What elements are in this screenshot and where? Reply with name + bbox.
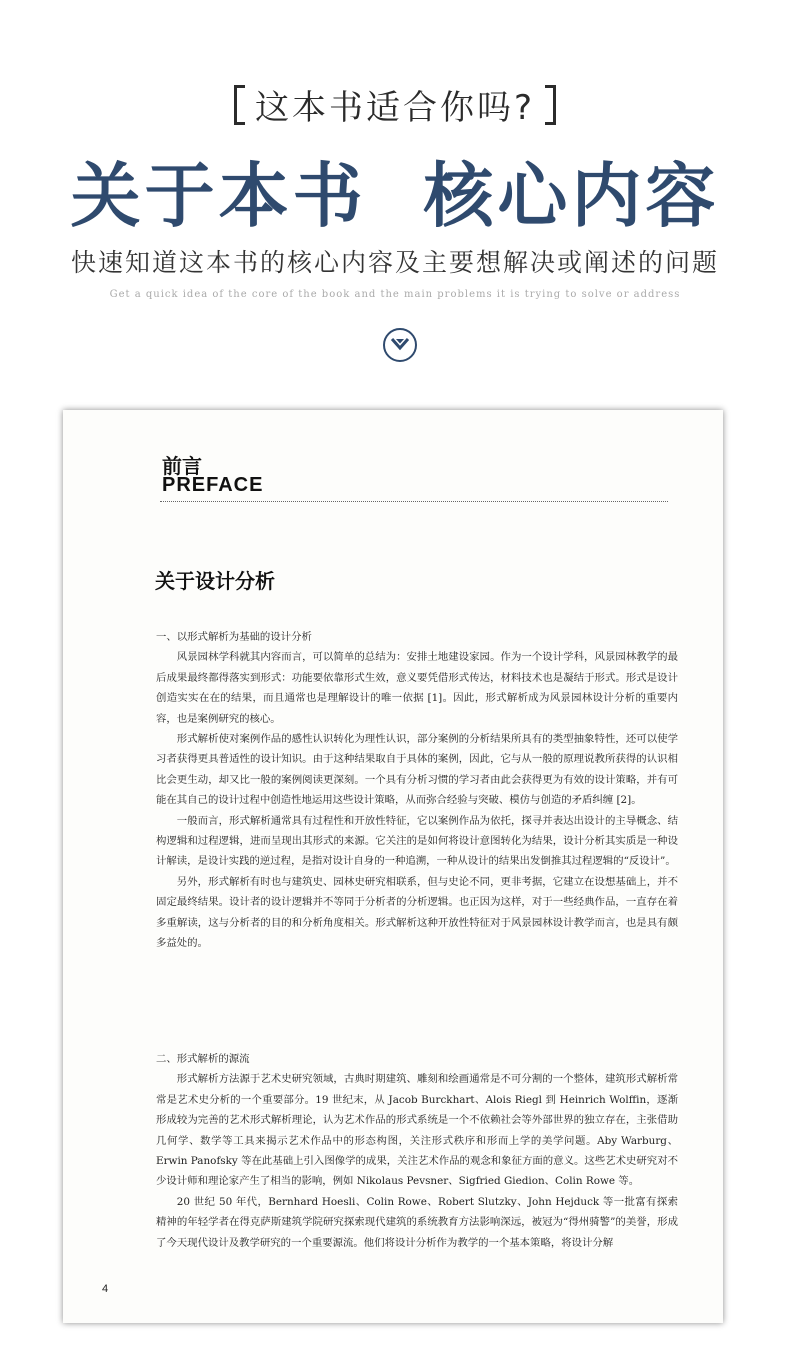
chevron-down-circle-icon[interactable] <box>383 328 417 362</box>
header-tag <box>0 80 790 129</box>
section-1-heading: 一、以形式解析为基础的设计分析 <box>156 631 312 643</box>
chapter-title: 关于设计分析 <box>155 569 275 593</box>
preface-title-cn: 前言 <box>162 454 202 478</box>
subtitle-english: Get a quick idea of the core of the book and the main problems it is trying to solve or address <box>109 289 681 300</box>
section-2 <box>156 1049 678 1253</box>
right-bracket <box>545 85 556 125</box>
book-page <box>63 410 723 1323</box>
header-tag-text: 这本书适合你吗? <box>254 88 536 128</box>
main-title: 关于本书 核心内容 <box>70 154 720 237</box>
section-1-paragraph: 风景园林学科就其内容而言，可以简单的总结为：安排土地建设家园。作为一个设计学科，风景园林教学的最后成果最终都得落实到形式：功能要依靠形式生效，意义要凭借形式传达，材料技术也是凝结于形式。形式是设计创造实实在在的结果，而且通常也是理解设计的唯一依据 [1]。因此，形式解析成为风景园林设计分析的重要内容，也是案例研究的核心。 <box>156 651 678 725</box>
section-2-heading: 二、形式解析的源流 <box>156 1053 250 1065</box>
dotted-divider <box>160 501 668 502</box>
preface-title-en: PREFACE <box>162 474 264 496</box>
page-number: 4 <box>102 1283 109 1295</box>
section-1-paragraph: 另外，形式解析有时也与建筑史、园林史研究相联系，但与史论不同，更非考据，它建立在设想基础上，并不固定最终结果。设计者的设计逻辑并不等同于分析者的分析逻辑。也正因为这样，对于一些经典作品，一直存在着多重解读，这与分析者的目的和分析角度相关。形式解析这种开放性特征对于风景园林设计教学而言，也是具有颇多益处的。 <box>156 875 678 950</box>
section-1-paragraph: 形式解析使对案例作品的感性认识转化为理性认识，部分案例的分析结果所具有的类型抽象特性，还可以使学习者获得更具普适性的设计知识。由于这种结果取自于具体的案例，因此，它与从一般的原理说教所获得的认识相比会更生动，却又比一般的案例阅读更深刻。一个具有分析习惯的学习者由此会获得更为有效的设计策略，并有可能在其自己的设计过程中创造性地运用这些设计策略，从而弥合经验与突破、模仿与创造的矛盾纠缠 [2]。 <box>156 733 678 807</box>
section-2-paragraph: 20 世纪 50 年代，Bernhard Hoesli、Colin Rowe、Robert Slutzky、John Hejduck 等一批富有探索精神的年轻学者在得克萨斯建筑学院研究探索现代建筑的系统教育方法影响深远，被冠为“得州骑警”的美誉，形成了今天现代设计及教学研究的一个重要源流。他们将设计分析作为教学的一个基本策略，将设计分解 <box>156 1195 678 1249</box>
left-bracket <box>234 85 245 125</box>
chevron-down-icon <box>390 337 410 351</box>
subtitle: 快速知道这本书的核心内容及主要想解决或阐述的问题 <box>70 248 719 277</box>
section-2-paragraph: 形式解析方法源于艺术史研究领域，古典时期建筑、雕刻和绘画通常是不可分割的一个整体，建筑形式解析常常是艺术史分析的一个重要部分。19 世纪末，从 Jacob Burckhart、Alois Riegl 到 Heinrich Wolffin，逐渐形成较为完善的艺术形式解析理论，认为艺术作品的形式系统是一个不依赖社会等外部世界的独立存在，主张借助几何学、数学等工具来揭示艺术作品中的形态构图，关注形式秩序和形而上学的美学问题。Aby Warburg、Erwin Panofsky 等在此基础上引入图像学的成果，关注艺术作品的观念和象征方面的意义。这些艺术史研究对不少设计师和理论家产生了相当的影响，例如 Nikolaus Pevsner、Sigfried Giedion、Colin Rowe 等。 <box>156 1073 678 1188</box>
section-1 <box>156 627 678 954</box>
section-1-paragraph: 一般而言，形式解析通常具有过程性和开放性特征，它以案例作品为依托，探寻并表达出设计的主导概念、结构逻辑和过程逻辑，进而呈现出其形式的来源。它关注的是如何将设计意图转化为结果，设计分析其实质是一种设计解读，是设计实践的逆过程，是指对设计自身的一种追溯，一种从设计的结果出发倒推其过程逻辑的“反设计”。 <box>156 814 678 868</box>
